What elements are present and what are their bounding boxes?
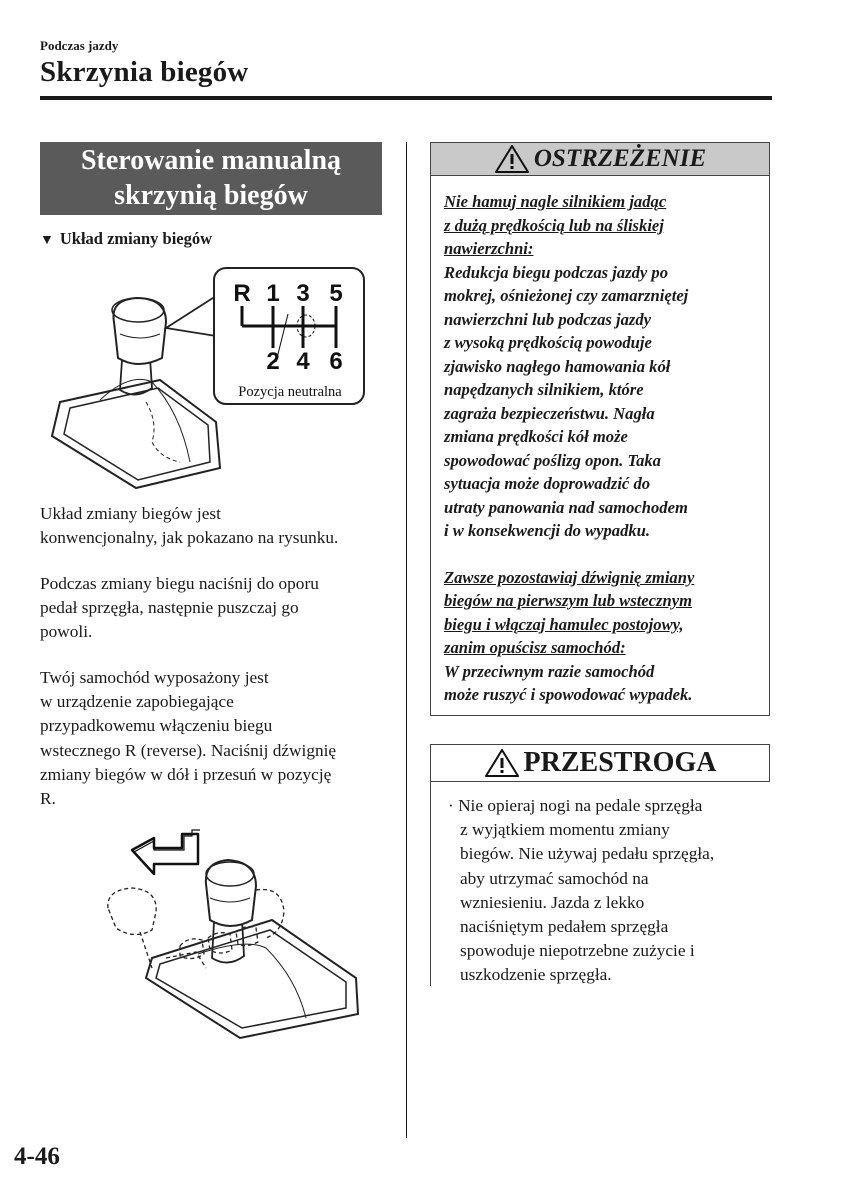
warning-header [431,143,769,176]
warning-triangle-icon [484,748,520,778]
caution-item: · Nie opieraj nogi na pedale sprzęgła z wyjątkiem momentu zmiany biegów. Nie używaj pedału sprzęgła, aby utrzymać samochód na wzniesieniu. Jazda z lekko naciśniętym pedałem sprzęgła spowoduje niepotrzebne zużycie i uszkodzenie sprzęgła. [448,796,715,985]
reverse-shift-figure [96,828,386,1040]
page-title: Skrzynia biegów [40,56,249,88]
gear-label-1: 1 [266,280,280,307]
warning-text-2: W przeciwnym razie samochód może ruszyć i spowodować wypadek. [444,661,693,704]
paragraph-1: Układ zmiany biegów jest konwencjonalny, jak pokazano na rysunku. [40,504,339,548]
warning-title: OSTRZEŻENIE [533,145,707,172]
paragraph-3: Twój samochód wyposażony jest w urządzenie zapobiegające przypadkowemu włączeniu biegu wstecznego R (reverse). Naciśnij dźwignię zmiany biegów w dół i przesuń w pozycję R. [40,668,337,809]
paragraph-2: Podczas zmiany biegu naciśnij do oporu pedał sprzęgła, następnie puszczaj go powoli. [40,574,319,642]
section-title: Sterowanie manualną skrzynią biegów [40,142,382,215]
caution-header [430,744,770,782]
warning-triangle-icon [494,144,530,174]
warning-heading-1: Nie hamuj nagle silnikiem jadąc z dużą prędkością lub na śliskiej nawierzchni: [444,192,667,258]
subheading [40,229,212,249]
chapter-label: Podczas jazdy [40,38,119,53]
shift-pattern-figure [40,262,380,494]
caution-title: PRZESTROGA [523,747,717,778]
gear-label-6: 6 [329,348,343,375]
neutral-position-label: Pozycja neutralna [238,384,342,400]
push-down-arrow-icon [132,834,198,874]
title-rule [40,96,772,100]
gear-label-2: 2 [266,348,280,375]
gear-label-r: R [233,280,251,307]
caution-side-rule [430,782,431,986]
gear-label-5: 5 [329,280,343,307]
triangle-down-icon: ▼ [40,233,54,248]
subheading-text: Układ zmiany biegów [59,229,213,248]
warning-text-1: Redukcja biegu podczas jazdy po mokrej, ośnieżonej czy zamarzniętej nawierzchni lub podczas jazdy z wysoką prędkością powoduje zjawisko nagłego hamowania kół napędzanych silnikiem, które zagraża bezpieczeństwu. Nagła zmiana prędkości kół może spowodować poślizg opon. Taka sytuacja może doprowadzić do utraty panowania nad samochodem i w konsekwencji do wypadku. [444,262,689,540]
gear-label-4: 4 [296,348,310,375]
page-number: 4-46 [14,1143,60,1170]
warning-heading-2: Zawsze pozostawiaj dźwignię zmiany biegów na pierwszym lub wstecznym biegu i włączaj hamulec postojowy, zanim opuścisz samochód: [444,567,695,657]
column-divider [406,142,407,1138]
gear-label-3: 3 [296,280,310,307]
warning-body [444,190,766,707]
